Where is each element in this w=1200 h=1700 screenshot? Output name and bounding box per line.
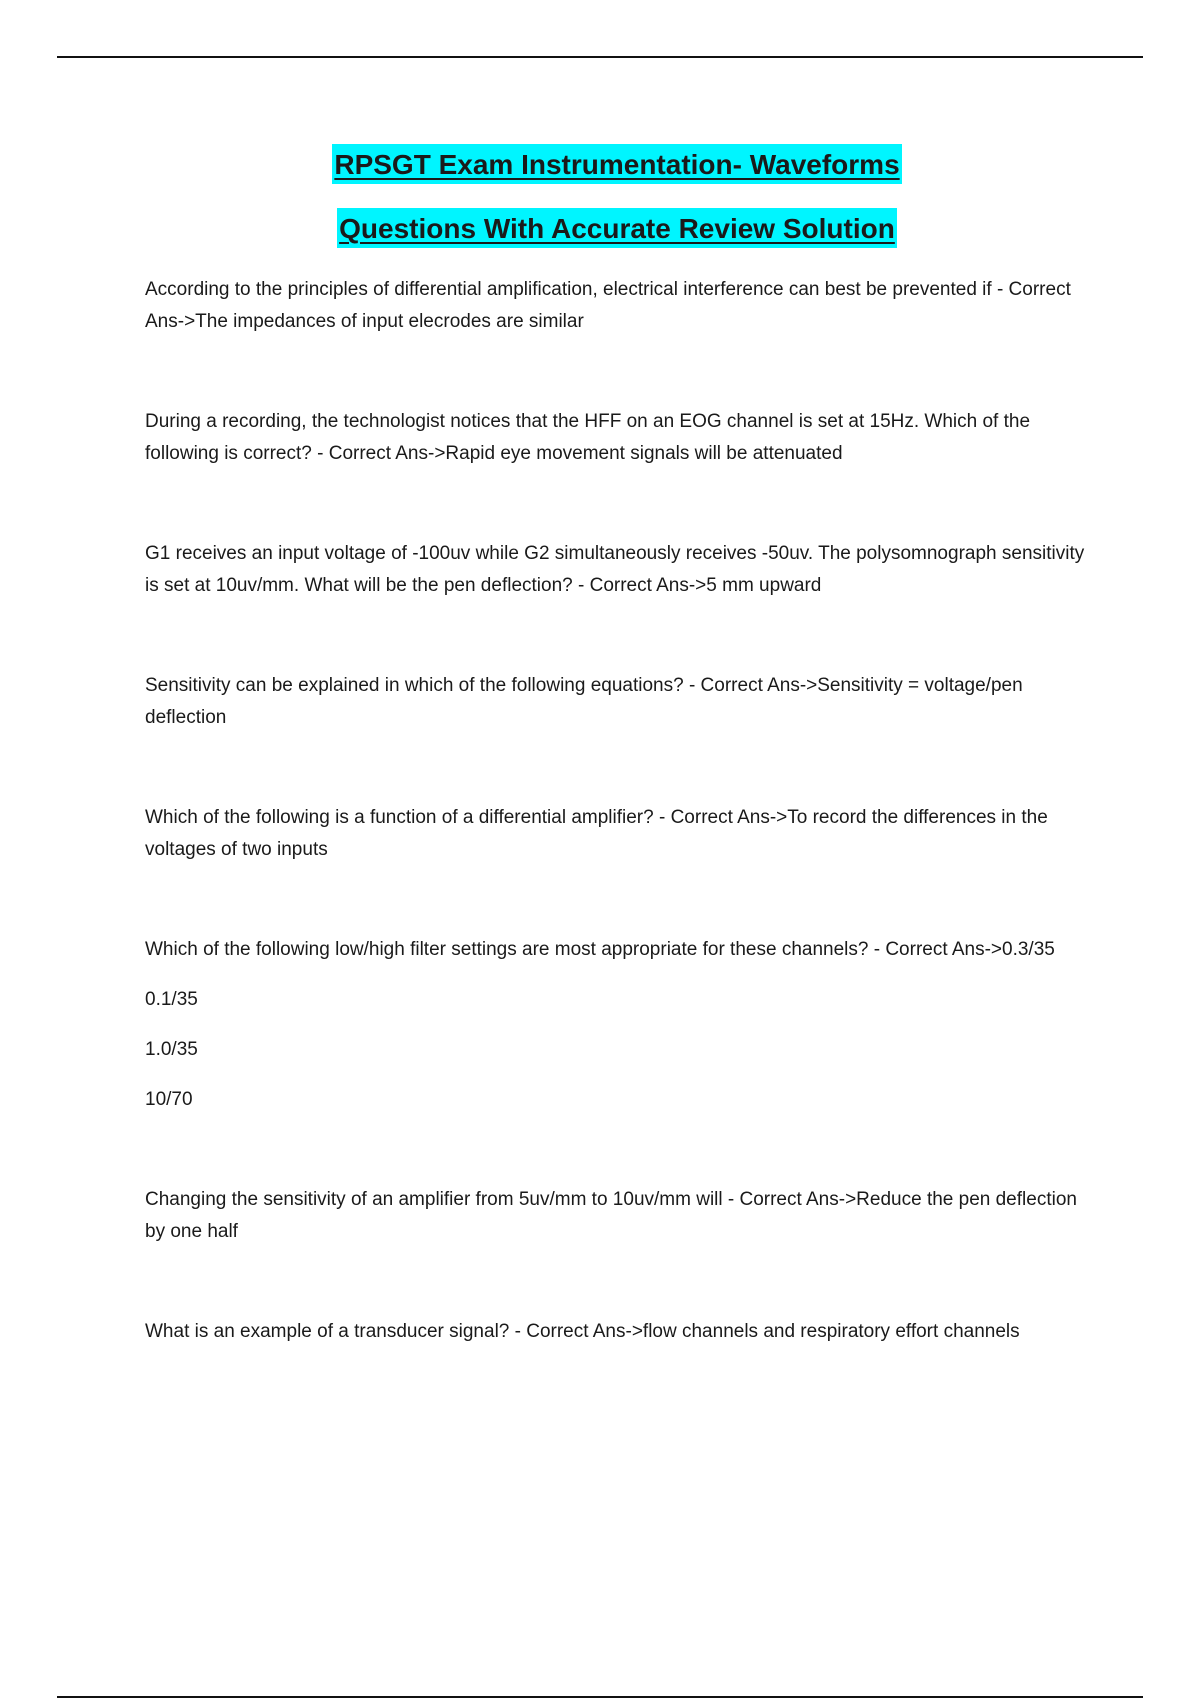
qa-item-8: What is an example of a transducer signal? - Correct Ans->flow channels and respiratory effort channels (145, 1321, 1020, 1342)
filter-option-2: 1.0/35 (145, 1039, 198, 1060)
qa-item-2: During a recording, the technologist notices that the HFF on an EOG channel is set at 15Hz. Which of the following is correct? - Correct Ans->Rapid eye movement signals will be attenuated (145, 411, 1031, 464)
document-body (145, 274, 1095, 1348)
qa-item-1: According to the principles of differential amplification, electrical interference can best be prevented if - Correct Ans->The impedances of input elecrodes are similar (145, 279, 1071, 332)
qa-item-6: Which of the following low/high filter settings are most appropriate for these channels? - Correct Ans->0.3/35 (145, 939, 1055, 960)
qa-item-3: G1 receives an input voltage of -100uv while G2 simultaneously receives -50uv. The polysomnograph sensitivity is set at 10uv/mm. What will be the pen deflection? - Correct Ans->5 mm upward (145, 543, 1085, 596)
top-rule (57, 56, 1143, 58)
filter-option-3: 10/70 (145, 1089, 193, 1110)
title-line-2: Questions With Accurate Review Solution (337, 208, 897, 248)
title-line-1: RPSGT Exam Instrumentation- Waveforms (332, 144, 901, 184)
document-title (0, 144, 1200, 248)
qa-item-4: Sensitivity can be explained in which of the following equations? - Correct Ans->Sensitivity = voltage/pen deflection (145, 675, 1023, 728)
qa-item-5: Which of the following is a function of a differential amplifier? - Correct Ans->To record the differences in the voltages of two inputs (145, 807, 1048, 860)
qa-item-7: Changing the sensitivity of an amplifier from 5uv/mm to 10uv/mm will - Correct Ans->Reduce the pen deflection by one half (145, 1189, 1077, 1242)
bottom-rule (57, 1696, 1143, 1698)
filter-option-1: 0.1/35 (145, 989, 198, 1010)
